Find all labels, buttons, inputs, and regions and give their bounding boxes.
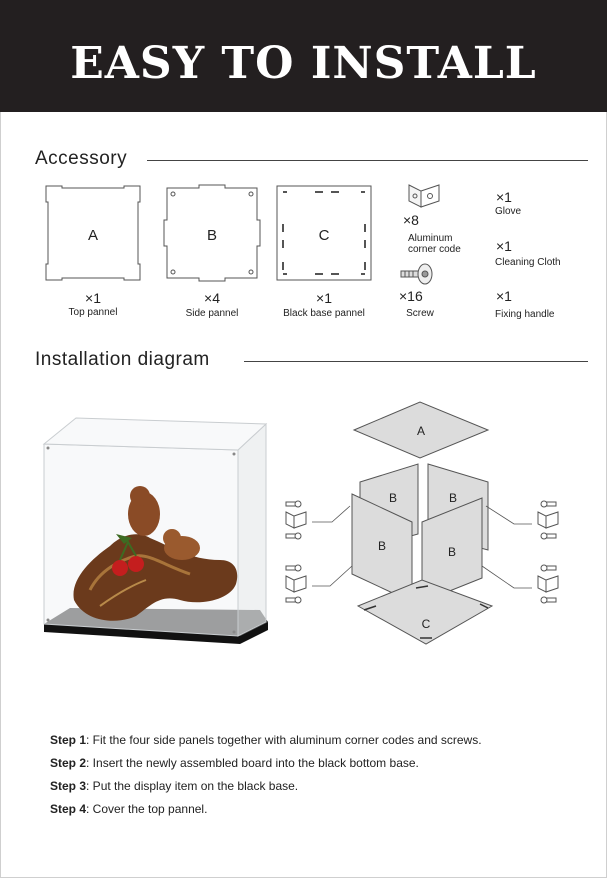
- fixing-handle-caption: Fixing handle: [495, 309, 555, 320]
- panel-b-letter: B: [206, 227, 218, 244]
- step-1: [50, 733, 482, 747]
- panel-a-letter: A: [87, 227, 99, 244]
- installation-heading: Installation diagram: [35, 349, 210, 370]
- installation-exploded-diagram: [282, 398, 562, 648]
- diagram-label-c: C: [421, 617, 431, 631]
- top-panel-a-icon: [44, 184, 142, 282]
- installation-rule: [244, 361, 588, 362]
- step-1-text: : Fit the four side panels together with aluminum corner codes and screws.: [86, 733, 482, 747]
- step-3: [50, 779, 298, 793]
- step-4-text: : Cover the top pannel.: [86, 802, 208, 816]
- step-4: [50, 802, 207, 816]
- corner-code-qty: ×8: [403, 212, 419, 228]
- product-photo: [40, 410, 272, 652]
- side-panel-b-icon: [163, 184, 261, 282]
- base-panel-c-icon: [275, 184, 373, 282]
- step-3-text: : Put the display item on the black base.: [86, 779, 299, 793]
- cleaning-cloth-qty: ×1: [496, 238, 512, 254]
- panel-c-letter: C: [318, 227, 330, 244]
- glove-caption: Glove: [495, 206, 522, 217]
- diagram-label-b-back-right: B: [448, 491, 458, 505]
- panel-a-qty: ×1: [85, 290, 101, 306]
- accessory-heading: Accessory: [35, 148, 128, 169]
- corner-code-caption-line2: corner code: [408, 244, 461, 255]
- diagram-label-a: A: [416, 424, 426, 438]
- step-3-label: Step 3: [50, 779, 87, 793]
- screw-caption: Screw: [406, 308, 434, 319]
- step-4-label: Step 4: [50, 802, 87, 816]
- diagram-label-b-back-left: B: [388, 491, 398, 505]
- corner-code-caption-line1: Aluminum: [408, 233, 453, 244]
- screw-icon: [399, 262, 435, 286]
- diagram-label-b-front-left: B: [377, 539, 387, 553]
- fixing-handle-qty: ×1: [496, 288, 512, 304]
- panel-b-caption: Side pannel: [185, 308, 239, 319]
- glove-qty: ×1: [496, 189, 512, 205]
- diagram-label-b-front-right: B: [447, 545, 457, 559]
- step-2-label: Step 2: [50, 756, 87, 770]
- aluminum-corner-code-icon: [407, 181, 441, 209]
- accessory-rule: [147, 160, 588, 161]
- panel-a-caption: Top pannel: [68, 307, 118, 318]
- title-banner: [0, 0, 607, 112]
- step-1-label: Step 1: [50, 733, 87, 747]
- step-2-text: : Insert the newly assembled board into the black bottom base.: [86, 756, 419, 770]
- panel-c-caption: Black base pannel: [283, 308, 365, 319]
- banner-title: EASY TO INSTALL: [70, 38, 537, 89]
- panel-c-qty: ×1: [316, 290, 332, 306]
- panel-b-qty: ×4: [204, 290, 220, 306]
- cleaning-cloth-caption: Cleaning Cloth: [495, 257, 561, 268]
- screw-qty: ×16: [399, 288, 423, 304]
- step-2: [50, 756, 419, 770]
